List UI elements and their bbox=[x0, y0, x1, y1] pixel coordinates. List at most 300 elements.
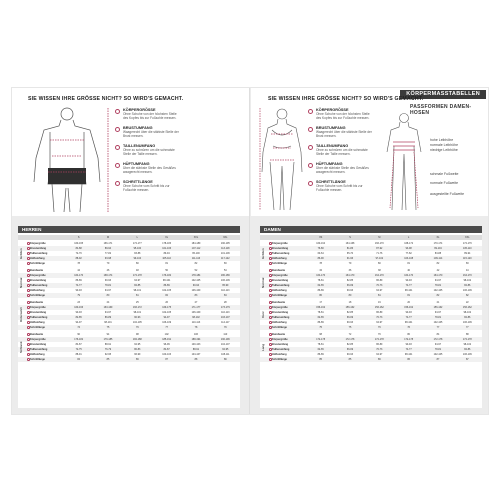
column-header: M bbox=[106, 236, 109, 239]
table-cell: 94-97 bbox=[75, 321, 82, 324]
table-row bbox=[18, 357, 240, 362]
table-cell: 100-103 bbox=[162, 353, 172, 356]
row-label: Körpergröße bbox=[272, 242, 288, 245]
table-cell: 78-81 bbox=[317, 279, 324, 282]
row-marker-icon bbox=[27, 333, 30, 336]
table-cell: 94-97 bbox=[134, 279, 141, 282]
row-label: Körpergröße bbox=[30, 306, 46, 309]
table-cell: 72 bbox=[348, 333, 352, 336]
table-cell: 94-97 bbox=[104, 311, 112, 314]
table-cell: 80 bbox=[407, 333, 410, 336]
table-cell: 98-102 bbox=[192, 316, 200, 319]
table-cell: 168-172 bbox=[404, 242, 414, 245]
row-label: Hüftumfang bbox=[30, 353, 45, 356]
row-label: Schrittlänge bbox=[272, 326, 287, 329]
table-cell: 98-102 bbox=[463, 311, 472, 314]
table-cell: 78 bbox=[319, 262, 322, 265]
table-cell: 83 bbox=[223, 262, 227, 265]
row-label: Brustumfang bbox=[272, 311, 289, 314]
table-cell: 178-184 bbox=[191, 274, 201, 277]
table-cell: 84-87 bbox=[163, 348, 170, 351]
measure-marker-icon bbox=[115, 181, 120, 186]
table-cell: 81 bbox=[407, 294, 410, 297]
row-label: Hüftumfang bbox=[272, 321, 287, 324]
table-cell: 80 bbox=[319, 294, 322, 297]
table-header-row bbox=[18, 235, 240, 240]
table-cell: 106-109 bbox=[220, 279, 230, 282]
measure-schrittlaenge: SCHRITTLÄNGE Ohne Schuhe vom Schritt bis zur Fußsohle messen. bbox=[115, 180, 195, 196]
table-cell: 93-98 bbox=[104, 257, 112, 260]
row-label: Hüftumfang bbox=[272, 257, 287, 260]
table-cell: 113-118 bbox=[221, 247, 230, 250]
table-cell: 102-105 bbox=[433, 289, 443, 292]
table-cell: 90-93 bbox=[346, 289, 354, 292]
table-cell: 48 bbox=[135, 269, 139, 272]
table-cell: 84-87 bbox=[75, 343, 82, 346]
row-marker-icon bbox=[269, 358, 272, 361]
table-cell: 86-89 bbox=[317, 321, 324, 324]
table-cell: 86 bbox=[407, 358, 410, 361]
table-cell: 98 bbox=[135, 333, 139, 336]
table-cell: 160-164 bbox=[316, 242, 326, 245]
row-label: Schrittlänge bbox=[30, 358, 45, 361]
table-cell: 168-174 bbox=[103, 274, 113, 277]
table-cell: 104-107 bbox=[220, 343, 230, 346]
table-cell: 164-170 bbox=[316, 274, 326, 277]
table-cell: 172-178 bbox=[132, 274, 142, 277]
table-cell: 84-88 bbox=[75, 247, 82, 250]
row-marker-icon bbox=[269, 301, 272, 304]
measure-marker-icon bbox=[308, 181, 313, 186]
row-marker-icon bbox=[269, 353, 272, 356]
measure-hueftumfang-damen: HÜFTUMFANG Über die stärkste Stelle des Gesäßes waagerecht messen. bbox=[308, 162, 378, 178]
table-cell: 178-183 bbox=[162, 242, 172, 245]
measure-marker-icon bbox=[308, 127, 313, 132]
table-cell: 20 bbox=[407, 301, 410, 304]
table-cell: 185-191 bbox=[162, 338, 172, 341]
table-cell: 76 bbox=[377, 333, 381, 336]
row-marker-icon bbox=[269, 348, 272, 351]
table-cell: 89-94 bbox=[464, 252, 471, 255]
row-label: Schrittlänge bbox=[272, 358, 287, 361]
table-cell: 21 bbox=[436, 301, 440, 304]
row-label: Körpergröße bbox=[30, 274, 46, 277]
table-damen bbox=[260, 226, 482, 408]
table-cell: 70-73 bbox=[376, 284, 383, 287]
row-label: Brustumfang bbox=[30, 247, 47, 250]
table-cell: 86-90 bbox=[317, 257, 324, 260]
table-cell: 79 bbox=[348, 262, 352, 265]
row-marker-icon bbox=[269, 247, 272, 250]
section-label: Größen bbox=[261, 248, 265, 259]
table-cell: 102-105 bbox=[433, 353, 443, 356]
header-corner bbox=[260, 235, 306, 240]
table-cell: 88 bbox=[194, 358, 198, 361]
row-marker-icon bbox=[269, 262, 272, 265]
table-cell: 98-101 bbox=[162, 279, 171, 282]
table-cell: 110 bbox=[223, 333, 228, 336]
row-label: Körpergröße bbox=[272, 338, 288, 341]
table-cell: 106-109 bbox=[462, 321, 472, 324]
legend-schmale-fussweite: schmale Fußweite bbox=[430, 172, 459, 176]
table-cell: 62-65 bbox=[317, 316, 324, 319]
table-cell: 98-101 bbox=[404, 289, 413, 292]
table-cell: 106-109 bbox=[462, 289, 472, 292]
row-label: Bundweite bbox=[30, 301, 44, 304]
table-cell: 94-97 bbox=[104, 289, 112, 292]
left-heading: SIE WISSEN IHRE GRÖSSE NICHT? SO WIRD'S GEMACHT. bbox=[28, 96, 184, 102]
measure-taillenumfang-damen: TAILLENUMFANG Ohne zu schnüren um die schmalste Stelle der Taille messen. bbox=[308, 144, 378, 160]
row-label: Bundweite bbox=[272, 269, 286, 272]
table-cell: 85 bbox=[348, 358, 352, 361]
table-cell: 92-95 bbox=[134, 343, 141, 346]
legend-normale-leibhoehe: normale Leibhöhe bbox=[430, 143, 459, 147]
table-cell: 82 bbox=[436, 262, 440, 265]
table-cell: 88-91 bbox=[192, 348, 200, 351]
column-header: L bbox=[407, 236, 410, 239]
table-cell: 87 bbox=[165, 358, 168, 361]
table-cell: 90-93 bbox=[346, 321, 354, 324]
table-cell: 86-89 bbox=[317, 353, 324, 356]
row-label: Schrittlänge bbox=[272, 294, 287, 297]
table-cell: 74-77 bbox=[405, 348, 412, 351]
table-cell: 86-89 bbox=[376, 311, 383, 314]
row-marker-icon bbox=[269, 326, 272, 329]
table-cell: 164-170 bbox=[345, 274, 355, 277]
table-cell: 84 bbox=[77, 358, 80, 361]
table-cell: 95-100 bbox=[133, 247, 142, 250]
table-cell: 24 bbox=[106, 301, 110, 304]
section-label: Kurz bbox=[261, 311, 265, 319]
table-cell: 82 bbox=[465, 294, 469, 297]
table-cell: 72-75 bbox=[75, 348, 82, 351]
table-cell: 78-81 bbox=[434, 316, 442, 319]
table-cell: 102-105 bbox=[433, 321, 443, 324]
table-cell: 94-97 bbox=[376, 289, 383, 292]
row-marker-icon bbox=[269, 311, 272, 314]
table-cell: 82-85 bbox=[346, 343, 354, 346]
table-cell: 160-166 bbox=[74, 306, 84, 309]
row-label: Brustumfang bbox=[30, 311, 47, 314]
table-cell: 77-82 bbox=[104, 252, 112, 255]
table-cell: 94 bbox=[106, 333, 110, 336]
table-cell: 88 bbox=[465, 333, 469, 336]
table-cell: 83 bbox=[194, 294, 198, 297]
table-cell: 44 bbox=[465, 269, 469, 272]
row-label: Brustumfang bbox=[272, 343, 289, 346]
table-cell: 28 bbox=[223, 301, 227, 304]
table-cell: 105-110 bbox=[162, 257, 171, 260]
table-cell: 81 bbox=[165, 262, 168, 265]
row-marker-icon bbox=[27, 294, 30, 297]
row-marker-icon bbox=[269, 279, 272, 282]
table-cell: 65-70 bbox=[346, 252, 354, 255]
table-cell: 92-95 bbox=[104, 353, 112, 356]
row-label: Hüftumfang bbox=[272, 289, 287, 292]
table-cell: 176-182 bbox=[74, 338, 84, 341]
table-cell: 66-69 bbox=[346, 348, 354, 351]
table-cell: 78-81 bbox=[434, 284, 442, 287]
column-header: S bbox=[349, 236, 351, 239]
table-cell: 82 bbox=[194, 262, 198, 265]
table-cell: 62-65 bbox=[317, 348, 324, 351]
table-cell: 26 bbox=[165, 301, 168, 304]
table-cell: 72-76 bbox=[75, 252, 82, 255]
table-cell: 103-108 bbox=[404, 257, 414, 260]
table-cell: 169-175 bbox=[162, 306, 172, 309]
table-cell: 77-82 bbox=[405, 252, 412, 255]
table-cell: 156-162 bbox=[433, 306, 443, 309]
column-header: L bbox=[136, 236, 138, 239]
table-cell: 27 bbox=[194, 301, 198, 304]
measure-marker-icon bbox=[115, 127, 120, 132]
table-cell: 109-114 bbox=[433, 257, 443, 260]
table-cell: 106-109 bbox=[191, 289, 201, 292]
table-cell: 82-85 bbox=[346, 311, 354, 314]
table-cell: 190-195 bbox=[220, 242, 230, 245]
row-marker-icon bbox=[27, 301, 30, 304]
passform-heading: PASSFORMEN DAMEN-HOSEN bbox=[410, 104, 472, 116]
row-marker-icon bbox=[27, 269, 30, 272]
table-cell: 74-77 bbox=[405, 284, 412, 287]
table-cell: 74-77 bbox=[75, 284, 82, 287]
table-cell: 66-69 bbox=[346, 284, 354, 287]
row-marker-icon bbox=[27, 252, 30, 255]
table-cell: 182-188 bbox=[132, 338, 142, 341]
row-label: Brustumfang bbox=[30, 343, 47, 346]
table-cell: 86 bbox=[377, 358, 381, 361]
legend-hohe-leibhoehe: hohe Leibhöhe bbox=[430, 138, 454, 142]
row-label: Körpergröße bbox=[272, 306, 288, 309]
table-cell: 86-89 bbox=[376, 343, 383, 346]
table-cell: 90-93 bbox=[75, 289, 82, 292]
table-cell: 82-86 bbox=[464, 284, 471, 287]
table-cell: 78-81 bbox=[434, 348, 442, 351]
table-cell: 179-185 bbox=[103, 338, 113, 341]
row-marker-icon bbox=[269, 294, 272, 297]
table-cell: 44 bbox=[77, 269, 80, 272]
table-cell: 172-177 bbox=[132, 242, 142, 245]
table-cell: 81 bbox=[407, 262, 410, 265]
section-label: Untersetzt bbox=[19, 307, 23, 323]
table-cell: 166-172 bbox=[132, 306, 142, 309]
table-cell: 103-107 bbox=[220, 316, 230, 319]
row-marker-icon bbox=[269, 306, 272, 309]
row-label: Hüftumfang bbox=[30, 289, 45, 292]
table-cell: 80-83 bbox=[134, 348, 141, 351]
table-cell: 92-95 bbox=[222, 348, 229, 351]
table-cell: 68 bbox=[319, 333, 322, 336]
table-cell: 40 bbox=[407, 269, 410, 272]
table-cell: 101-106 bbox=[162, 247, 172, 250]
table-cell: 97-102 bbox=[375, 257, 384, 260]
table-cell: 164-170 bbox=[374, 274, 384, 277]
table-cell: 60-64 bbox=[317, 252, 324, 255]
row-label: Körpergröße bbox=[272, 274, 288, 277]
table-cell: 85 bbox=[106, 358, 110, 361]
table-cell: 98-102 bbox=[463, 343, 472, 346]
table-cell: 90-94 bbox=[192, 284, 200, 287]
table-cell: 93-98 bbox=[405, 247, 412, 250]
table-cell: 106-109 bbox=[462, 353, 472, 356]
table-cell: 88-92 bbox=[75, 257, 82, 260]
table-cell: 78-81 bbox=[104, 284, 112, 287]
table-cell: 34 bbox=[319, 269, 322, 272]
table-cell: 78 bbox=[194, 326, 198, 329]
table-cell: 52 bbox=[194, 269, 198, 272]
catalog-spread bbox=[12, 88, 488, 414]
table-cell: 50 bbox=[165, 269, 168, 272]
table-cell: 156-162 bbox=[404, 306, 414, 309]
table-cell: 94-97 bbox=[376, 321, 383, 324]
table-cell: 88-91 bbox=[104, 343, 112, 346]
table-cell: 82-85 bbox=[346, 279, 354, 282]
table-cell: 156-162 bbox=[345, 306, 355, 309]
right-heading: SIE WISSEN IHRE GRÖSSE NICHT? SO WIRD'S GEMACHT. bbox=[268, 96, 424, 102]
table-cell: 77 bbox=[465, 326, 469, 329]
column-header: XS bbox=[319, 236, 323, 239]
row-marker-icon bbox=[269, 242, 272, 245]
table-cell: 90-93 bbox=[405, 279, 412, 282]
row-marker-icon bbox=[27, 289, 30, 292]
table-cell: 79 bbox=[106, 262, 110, 265]
row-marker-icon bbox=[27, 262, 30, 265]
table-cell: 110-113 bbox=[221, 311, 230, 314]
row-label: Brustumfang bbox=[272, 247, 289, 250]
table-cell: 76 bbox=[407, 326, 410, 329]
table-title-herren: HERREN bbox=[18, 226, 240, 233]
row-marker-icon bbox=[269, 274, 272, 277]
table-cell: 188-194 bbox=[191, 338, 201, 341]
table-cell: 87-92 bbox=[376, 247, 383, 250]
table-cell: 90-93 bbox=[405, 311, 412, 314]
row-label: Brustumfang bbox=[272, 279, 289, 282]
table-cell: 98-101 bbox=[404, 321, 413, 324]
row-marker-icon bbox=[27, 338, 30, 341]
table-cell: 84 bbox=[223, 294, 227, 297]
row-marker-icon bbox=[269, 284, 272, 287]
legend-niedrige-leibhoehe: niedrige Leibhöhe bbox=[430, 148, 458, 152]
row-marker-icon bbox=[269, 257, 272, 260]
table-cell: 95-99 bbox=[222, 284, 229, 287]
table-cell: 90 bbox=[77, 333, 80, 336]
row-marker-icon bbox=[27, 306, 30, 309]
table-cell: 75 bbox=[319, 326, 322, 329]
table-cell: 89 bbox=[223, 358, 227, 361]
row-marker-icon bbox=[27, 247, 30, 250]
table-cell: 82 bbox=[165, 294, 168, 297]
row-label: Taillenumfang bbox=[30, 316, 48, 319]
table-cell: 90-93 bbox=[346, 353, 354, 356]
measure-brustumfang: BRUSTUMFANG Waagerecht über die stärkste Stelle der Brust messen. bbox=[115, 126, 195, 142]
table-row bbox=[18, 325, 240, 330]
table-cell: 102 bbox=[164, 333, 169, 336]
row-marker-icon bbox=[27, 358, 30, 361]
table-cell: 106 bbox=[193, 333, 198, 336]
table-cell: 94-97 bbox=[434, 279, 442, 282]
row-marker-icon bbox=[269, 343, 272, 346]
row-label: Hüftumfang bbox=[30, 257, 45, 260]
row-label: Taillenumfang bbox=[272, 316, 290, 319]
table-cell: 99-104 bbox=[434, 247, 442, 250]
table-cell: 89-94 bbox=[163, 252, 170, 255]
row-marker-icon bbox=[27, 311, 30, 314]
table-cell: 85 bbox=[319, 358, 322, 361]
table-cell: 115-120 bbox=[463, 257, 472, 260]
table-cell: 98-101 bbox=[104, 321, 112, 324]
table-cell: 172-178 bbox=[374, 338, 384, 341]
row-label: Bundweite bbox=[272, 301, 286, 304]
table-cell: 78-81 bbox=[317, 343, 324, 346]
table-cell: 81-86 bbox=[346, 247, 354, 250]
row-marker-icon bbox=[27, 326, 30, 329]
header-corner bbox=[18, 235, 64, 240]
column-header: XXL bbox=[193, 236, 199, 239]
table-cell: 88-91 bbox=[75, 353, 82, 356]
table-cell: 171-177 bbox=[191, 306, 201, 309]
table-cell: 82-86 bbox=[464, 316, 471, 319]
row-marker-icon bbox=[27, 316, 30, 319]
table-row bbox=[18, 293, 240, 298]
table-cell: 172-178 bbox=[462, 338, 472, 341]
table-cell: 163-169 bbox=[103, 306, 113, 309]
section-label: Normal bbox=[261, 277, 265, 289]
column-header: M bbox=[378, 236, 381, 239]
row-marker-icon bbox=[27, 343, 30, 346]
trouser-fit-illustration bbox=[382, 112, 426, 214]
table-cell: 83-88 bbox=[434, 252, 442, 255]
table-cell: 54 bbox=[223, 269, 227, 272]
legend-normale-fussweite: normale Fußweite bbox=[430, 181, 459, 185]
table-cell: 76-79 bbox=[104, 348, 112, 351]
table-cell: 25 bbox=[135, 301, 139, 304]
table-cell: 172-178 bbox=[404, 338, 414, 341]
table-cell: 87 bbox=[436, 358, 440, 361]
column-header: 3XL bbox=[223, 236, 228, 239]
table-cell: 108-111 bbox=[221, 353, 230, 356]
table-cell: 75 bbox=[348, 326, 352, 329]
table-cell: 66-69 bbox=[346, 316, 354, 319]
section-badge: KÖRPERMASSTABELLEN bbox=[400, 90, 486, 99]
table-cell: 90-93 bbox=[75, 311, 82, 314]
table-cell: 117-122 bbox=[221, 257, 230, 260]
table-row bbox=[260, 325, 482, 330]
table-cell: 70-73 bbox=[376, 316, 383, 319]
table-cell: 164-168 bbox=[345, 242, 355, 245]
row-label: Hüftumfang bbox=[30, 321, 45, 324]
table-cell: 101-106 bbox=[220, 252, 230, 255]
table-cell: 86-89 bbox=[75, 279, 82, 282]
section-label: Normal bbox=[19, 277, 23, 289]
table-cell: 156-162 bbox=[316, 306, 326, 309]
row-marker-icon bbox=[27, 274, 30, 277]
measure-schrittlaenge-damen: SCHRITTLÄNGE Ohne Schuhe vom Schritt bis zur Fußsohle messen. bbox=[308, 180, 378, 196]
table-cell: 106-109 bbox=[191, 311, 201, 314]
row-label: Körpergröße bbox=[30, 242, 46, 245]
table-cell: 160-165 bbox=[74, 242, 84, 245]
table-cell: 111-116 bbox=[191, 257, 201, 260]
table-cell: 172-176 bbox=[462, 242, 472, 245]
table-header-row bbox=[260, 235, 482, 240]
table-cell: 98-101 bbox=[133, 289, 142, 292]
column-header: XXL bbox=[465, 236, 470, 239]
table-cell: 77 bbox=[165, 326, 168, 329]
table-cell: 76 bbox=[377, 326, 381, 329]
row-marker-icon bbox=[269, 269, 272, 272]
measure-koerpergroesse-damen: KÖRPERGRÖSSE Ohne Schuhe von der höchsten Stelle des Kopfes bis zur Fußsohle messen. bbox=[308, 108, 378, 124]
table-cell: 102-105 bbox=[162, 311, 172, 314]
row-marker-icon bbox=[269, 252, 272, 255]
